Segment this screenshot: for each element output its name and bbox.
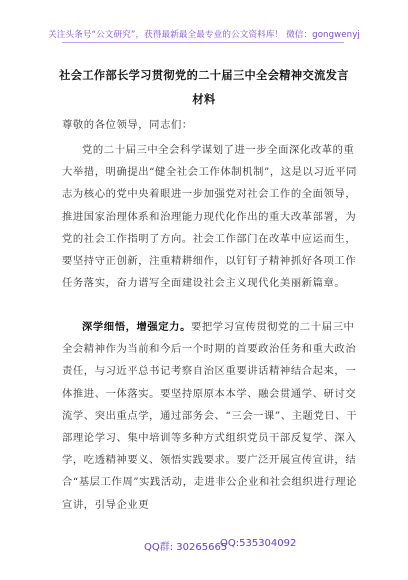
header-banner: 关注头条号“公文研究”，获得最新最全最专业的公文资料库！ 微信：gongwenyj (48, 30, 360, 40)
footer-qq: QQ:535304092 (220, 538, 297, 549)
paragraph-study (62, 316, 362, 516)
salutation: 尊敬的各位领导，同志们： (62, 119, 193, 131)
paragraph-lead-heading: 深学细悟，增强定力。 (82, 321, 191, 333)
paragraph-study-body: 要把学习宣传贯彻党的二十届三中全会精神作为当前和今后一个时期的首要政治任务和重大政治责任，与习近平总书记考察自治区重要讲话精神结合起来，一体推进、一体落实。要坚持原原本本学、融会贯通学、研讨交流学、突出重点学，通过部务会、“三会一课”、主题党日、干部理论学习、集中培训等多种方式组织党员干部反复学、深入学，吃透精神要义、领悟实践要求。要广泛开展宣传宣讲，结合“基层工作周”实践活动，走进非公企业和社会组织进行理论宣讲，引导企业更 (62, 321, 358, 511)
header-divider (62, 42, 344, 43)
footer-qq-group: QQ群: 30265665 (144, 542, 228, 553)
paragraph-intro: 党的二十届三中全会科学谋划了进一步全面深化改革的重大举措，明确提出“健全社会工作体制机制”，这是以习近平同志为核心的党中央着眼进一步加强党对社会工作的全面领导，推进国家治理体系和治理能力现代化作出的重大改革部署，为党的社会工作指明了方向。社会工作部门在改革中应运而生，要坚持守正创新，注重精耕细作，以钉钉子精神抓好各项工作任务落实，奋力谱写全面建设社会主义现代化美丽新篇章。 (62, 144, 358, 290)
document-title: 社会工作部长学习贯彻党的二十届三中全会精神交流发言 (59, 68, 349, 82)
document-title-continued: 材料 (192, 92, 216, 106)
